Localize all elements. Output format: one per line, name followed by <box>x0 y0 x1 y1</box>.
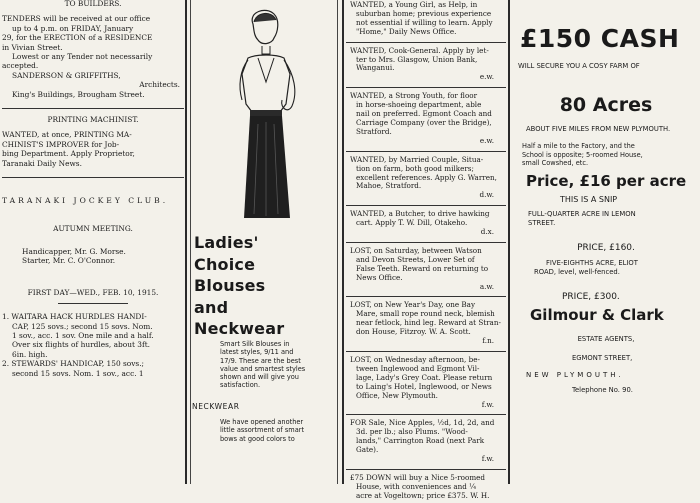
divider <box>346 414 506 415</box>
text-line: and Devon Streets, Lower Set of <box>356 254 475 264</box>
text-line: Starter, Mr. C. O'Connor. <box>22 256 116 266</box>
neckwear-description <box>220 418 336 443</box>
classified-ad <box>346 355 506 411</box>
text-line: ter to Mrs. Glasgow, Union Bank, <box>356 54 478 64</box>
text-line: "Home," Daily News Office. <box>356 26 457 36</box>
text-line: tween Inglewood and Egmont Vil- <box>356 363 480 373</box>
price-160: PRICE, £160. <box>577 242 635 253</box>
price-per-acre: Price, £16 per acre <box>526 171 687 190</box>
divider <box>2 108 184 109</box>
text-line: FOR Sale, Nice Apples, ½d, 1d, 2d, and <box>350 418 495 428</box>
text-line: FULL-QUARTER ACRE IN LEMON <box>528 209 636 218</box>
headline-line: Choice <box>194 254 256 274</box>
ad-code: f.n. <box>482 336 494 346</box>
ad-code: f.w. <box>481 454 494 464</box>
text-line: lage, Lady's Grey Coat. Please return <box>356 372 493 382</box>
text-line: Stratford. <box>356 126 392 136</box>
divider <box>346 351 506 352</box>
telephone: Telephone No. 90. <box>572 385 633 394</box>
new-plymouth: NEW PLYMOUTH. <box>526 370 624 379</box>
text-line: cart. Apply T. W. Dill, Otakeho. <box>356 218 468 228</box>
text-line: up to 4 p.m. on FRIDAY, January <box>12 23 134 33</box>
text-line: near fetlock, hind leg. Reward at Stran- <box>356 318 501 328</box>
text-line: 1. WAITARA HACK HURDLES HANDI- <box>2 312 147 322</box>
ad-code: e.w. <box>479 135 494 145</box>
text-line: bows at good colors to <box>220 434 295 443</box>
text-line: shown and will give you <box>220 373 299 382</box>
text-line: 3d. per lb.; also Plums. "Wood- <box>356 427 468 437</box>
text-line: excellent references. Apply G. Warren, <box>356 172 497 182</box>
classified-ad <box>346 155 506 203</box>
text-line: in Vivian Street. <box>2 42 63 52</box>
officials <box>2 247 184 266</box>
text-line: WANTED, a Strong Youth, for floor <box>350 91 478 101</box>
classified-ad <box>346 418 506 466</box>
divider <box>346 469 506 470</box>
text-line: Handicapper, Mr. G. Morse. <box>22 246 126 256</box>
farm-description <box>512 142 700 168</box>
column-classifieds <box>346 0 506 500</box>
text-line: in horse-shoeing department, able <box>356 100 482 110</box>
column-rule <box>508 0 510 484</box>
text-line: LOST, on New Year's Day, one Bay <box>350 300 476 310</box>
text-line: Lowest or any Tender not necessarily <box>12 52 153 62</box>
text-line: nail on preferred. Egmont Coach and <box>356 109 492 119</box>
ad-code: e.w. <box>479 72 494 82</box>
text-line: acre at Vogeltown; price £375. W. H. <box>356 490 490 500</box>
text-line: Gate). <box>356 445 379 455</box>
autumn-meeting: AUTUMN MEETING. <box>53 223 133 233</box>
text-line: latest styles, 9/11 and <box>220 348 294 357</box>
column-land-ad <box>512 0 700 484</box>
text-line: ROAD, level, well-fenced. <box>534 267 620 276</box>
divider <box>346 87 506 88</box>
about-line: ABOUT FIVE MILES FROM NEW PLYMOUTH. <box>526 125 671 133</box>
divider <box>346 296 506 297</box>
text-line: bing Department. Apply Proprietor, <box>2 149 135 159</box>
divider <box>346 151 506 152</box>
classified-ad <box>346 209 506 239</box>
headline-line: Neckwear <box>194 319 285 338</box>
text-line: We have opened another <box>220 418 304 426</box>
to-builders-heading: TO BUILDERS. <box>64 0 122 8</box>
divider <box>346 205 506 206</box>
text-line: Wanganui. <box>356 63 395 73</box>
blouses-description <box>220 340 336 390</box>
text-line: King's Buildings, Brougham Street. <box>12 89 145 99</box>
headline-line: Ladies' <box>194 233 259 252</box>
text-line: Over six flights of hurdles, about 3ft. <box>12 340 151 350</box>
classified-ad <box>346 300 506 348</box>
ad-code: d.w. <box>479 190 494 200</box>
column-tenders-jockey <box>2 0 184 484</box>
estate-agents: ESTATE AGENTS, <box>577 334 635 343</box>
text-line: 6in. high. <box>12 349 48 359</box>
classified-ad <box>346 46 506 85</box>
neckwear-heading: NECKWEAR <box>192 402 240 411</box>
text-line: Carriage Company (over the Bridge), <box>356 117 492 127</box>
race-list <box>2 312 184 378</box>
text-line: CHINIST'S IMPROVER for Job- <box>2 139 120 149</box>
woman-blouse-illustration <box>218 4 308 220</box>
text-line: WANTED, at once, PRINTING MA- <box>2 130 132 140</box>
egmont-street: EGMONT STREET, <box>572 353 633 362</box>
text-line: to Laing's Hotel, Inglewood, or News <box>356 381 492 391</box>
divider <box>2 177 184 178</box>
tender-notice <box>2 14 184 99</box>
snip-line: THIS IS A SNIP <box>560 194 618 204</box>
column-blouses-ad <box>188 0 340 484</box>
printing-notice <box>2 130 184 168</box>
text-line: don House, Fitzroy. W. A. Scott. <box>356 327 471 337</box>
text-line: WANTED, a Butcher, to drive hawking <box>350 209 490 219</box>
text-line: Taranaki Daily News. <box>2 158 82 168</box>
text-line: lands," Carrington Road (next Park <box>356 436 485 446</box>
text-line: WANTED, by Married Couple, Situa- <box>350 154 484 164</box>
classified-ad <box>346 91 506 147</box>
text-line: second 15 sovs. Nom. 1 sov., acc. 1 <box>12 368 144 378</box>
text-line: 1 sov., acc. 1 sov. One mile and a half. <box>12 330 154 340</box>
text-line: School is opposite; 5-roomed House, <box>522 150 643 159</box>
text-line: Architects. <box>139 80 180 90</box>
five-eighths-acre <box>512 259 700 277</box>
quarter-acre <box>512 210 700 228</box>
acres-heading: 80 Acres <box>559 94 653 116</box>
text-line: 2. STEWARDS' HANDICAP, 150 sovs.; <box>2 359 145 369</box>
text-line: Mare, small rope round neck, blemish <box>356 309 495 319</box>
text-line: accepted. <box>2 61 39 71</box>
column-rule <box>185 0 187 484</box>
jockey-club-heading: TARANAKI JOCKEY CLUB. <box>2 196 169 206</box>
text-line: Smart Silk Blouses in <box>220 340 290 348</box>
ad-code: f.w. <box>481 399 494 409</box>
text-line: tion on farm, both good milkers; <box>356 163 474 173</box>
text-line: WANTED, Cook-General. Apply by let- <box>350 45 489 55</box>
text-line: LOST, on Wednesday afternoon, be- <box>350 355 480 364</box>
text-line: CAP, 125 sovs.; second 15 sovs. Nom. <box>12 321 153 331</box>
text-line: FIVE-EIGHTHS ACRE, ELIOT <box>546 258 638 267</box>
text-line: little assortment of smart <box>220 426 305 435</box>
price-300: PRICE, £300. <box>562 291 620 302</box>
text-line: 29, for the ERECTION of a RESIDENCE <box>2 33 153 43</box>
text-line: value and smartest styles <box>220 364 306 373</box>
text-line: Half a mile to the Factory, and the <box>522 142 635 150</box>
text-line: small Cowshed, etc. <box>522 159 589 168</box>
text-line: TENDERS will be received at our office <box>2 14 151 24</box>
classified-ad <box>346 246 506 294</box>
text-line: suburban home; previous experience <box>356 8 492 18</box>
blouses-headline <box>194 232 284 340</box>
divider <box>58 303 128 304</box>
divider <box>346 242 506 243</box>
text-line: satisfaction. <box>220 381 261 390</box>
classified-ad <box>346 473 506 503</box>
headline-line: and <box>194 297 229 317</box>
cash-heading: £150 CASH <box>520 24 680 53</box>
text-line: House, with conveniences and ¼ <box>356 481 477 491</box>
text-line: 17/9. These are the best <box>220 356 301 365</box>
firm-name: Gilmour & Clark <box>530 305 664 324</box>
column-rule <box>342 0 344 484</box>
text-line: not essential if willing to learn. Apply <box>356 17 493 27</box>
text-line: £75 DOWN will buy a Nice 5-roomed <box>350 472 486 482</box>
text-line: False Teeth. Reward on returning to <box>356 263 489 273</box>
text-line: LOST, on Saturday, between Watson <box>350 245 482 255</box>
ad-code: a.w. <box>479 281 494 291</box>
text-line: STREET. <box>528 218 556 227</box>
text-line: SANDERSON & GRIFFITHS, <box>12 70 121 80</box>
ad-code: d.x. <box>480 227 494 237</box>
text-line: Mahoe, Stratford. <box>356 181 422 191</box>
headline-line: Blouses <box>194 276 266 295</box>
text-line: Office, New Plymouth. <box>356 390 438 400</box>
first-day: FIRST DAY—WED., FEB. 10, 1915. <box>27 287 159 297</box>
classified-ad <box>346 0 506 39</box>
divider <box>346 42 506 43</box>
text-line: WANTED, a Young Girl, as Help, in <box>350 0 478 9</box>
text-line: News Office. <box>356 272 403 282</box>
secure-line: WILL SECURE YOU A COSY FARM OF <box>518 62 640 70</box>
printing-heading: PRINTING MACHINIST. <box>47 115 139 125</box>
